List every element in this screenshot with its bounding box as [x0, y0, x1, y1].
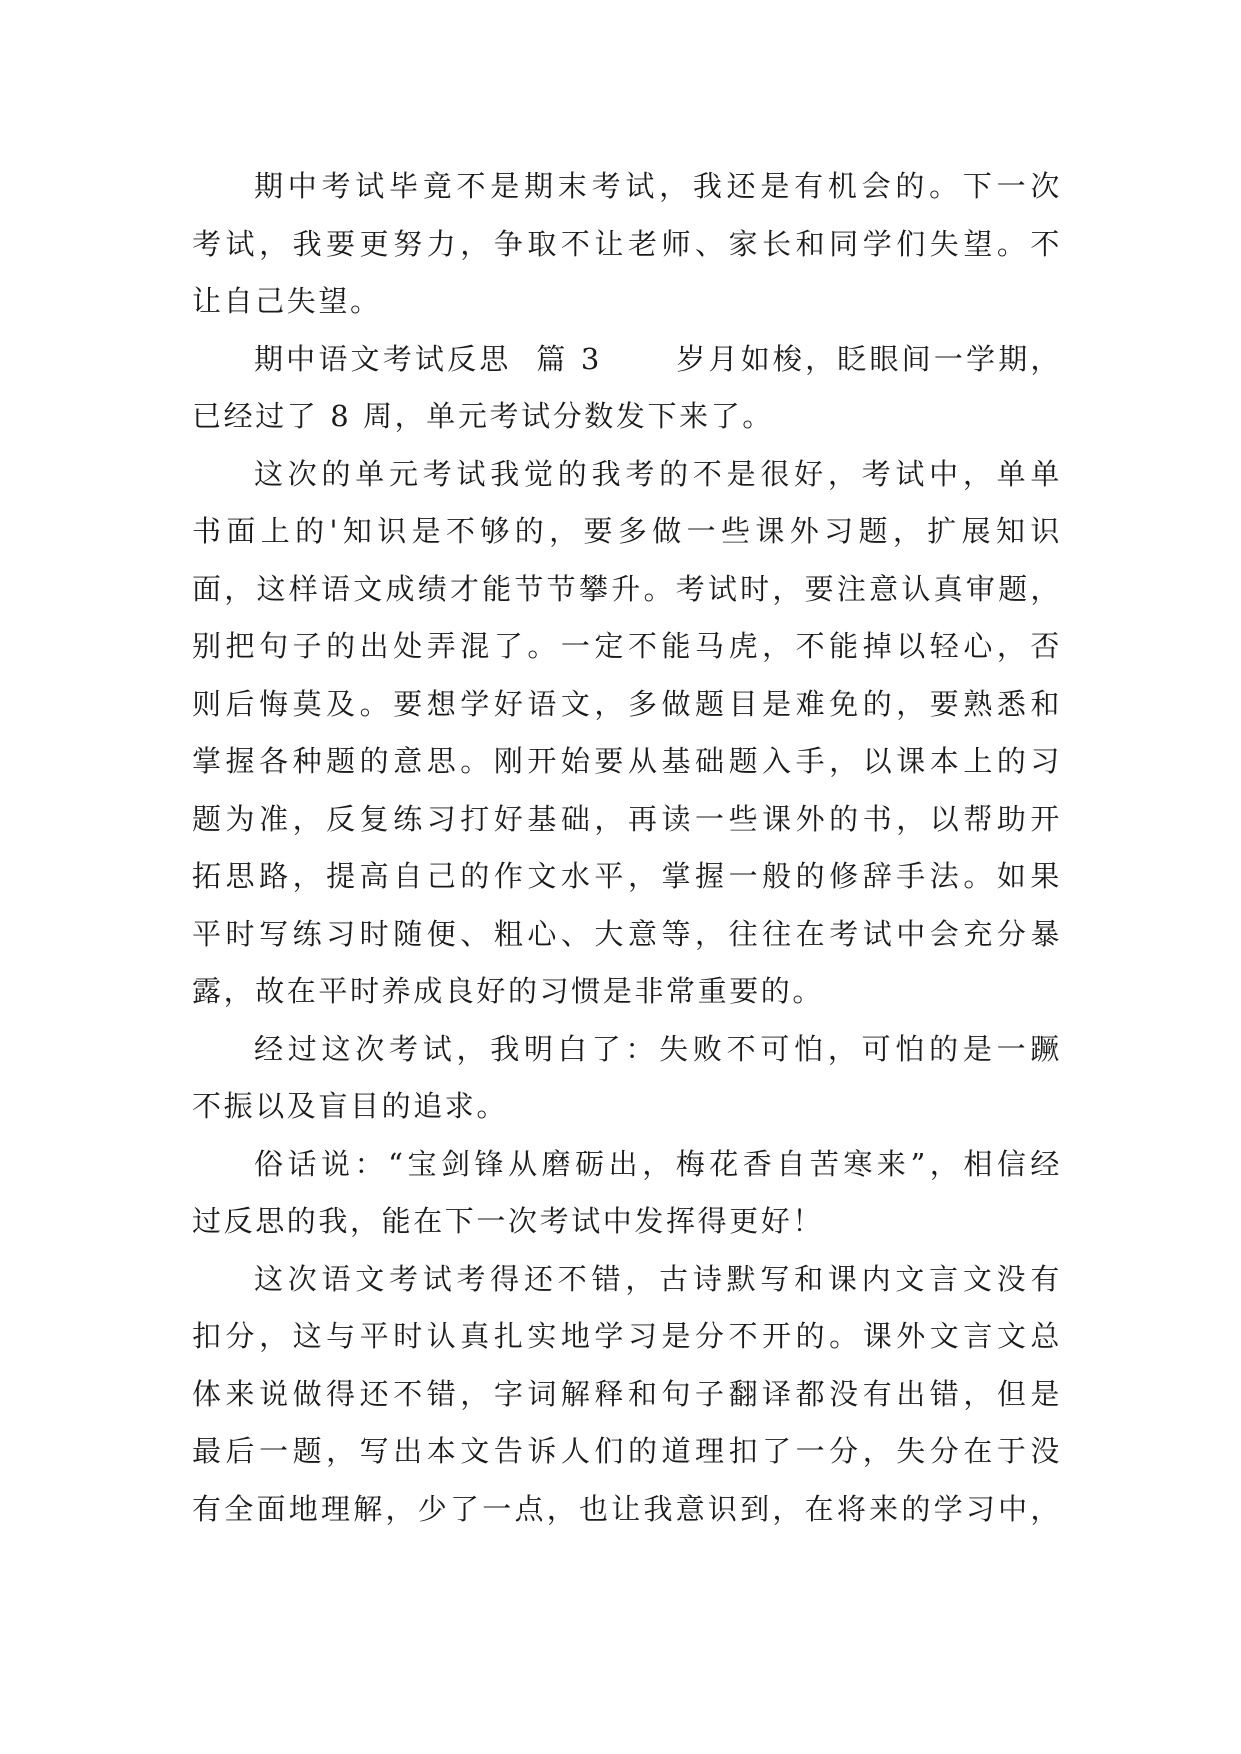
- paragraph-2: [192, 331, 1062, 446]
- paragraph-3: [192, 446, 1062, 1021]
- text-line: 题为准，反复练习打好基础，再读一些课外的书，以帮助开: [192, 801, 1062, 836]
- text-line: 面，这样语文成绩才能节节攀升。考试时，要注意认真审题，: [192, 571, 1062, 606]
- text-line: 这次的单元考试我觉的我考的不是很好，考试中，单单: [254, 456, 1062, 491]
- text-line: 让自己失望。: [192, 284, 382, 318]
- text-line: 露，故在平时养成良好的习惯是非常重要的。: [192, 974, 825, 1008]
- text-line: 已经过了 8 周，单元考试分数发下来了。: [192, 399, 774, 433]
- text-line: 经过这次考试，我明白了：失败不可怕，可怕的是一蹶: [254, 1031, 1062, 1066]
- text-line: 别把句子的出处弄混了。一定不能马虎，不能掉以轻心，否: [192, 629, 1062, 663]
- text-line: 俗话说：“宝剑锋从磨砺出，梅花香自苦寒来”，相信经: [254, 1146, 1062, 1181]
- text-line: 书面上的'知识是不够的，要多做一些课外习题，扩展知识: [192, 514, 1062, 548]
- paragraph-1: [192, 158, 1062, 331]
- text-line: 扣分，这与平时认真扎实地学习是分不开的。课外文言文总: [192, 1319, 1062, 1353]
- paragraph-6: [192, 1251, 1062, 1539]
- text-line: 拓思路，提高自己的作文水平，掌握一般的修辞手法。如果: [192, 859, 1062, 893]
- text-line: 掌握各种题的意思。刚开始要从基础题入手，以课本上的习: [192, 744, 1062, 778]
- paragraph-4: [192, 1021, 1062, 1136]
- text-line: 则后悔莫及。要想学好语文，多做题目是难免的，要熟悉和: [192, 686, 1062, 721]
- text-line: 体来说做得还不错，字词解释和句子翻译都没有出错，但是: [192, 1376, 1062, 1411]
- text-line: 期中考试毕竟不是期末考试，我还是有机会的。下一次: [254, 169, 1062, 203]
- text-line: 过反思的我，能在下一次考试中发挥得更好！: [192, 1204, 825, 1238]
- text-line: 最后一题，写出本文告诉人们的道理扣了一分，失分在于没: [192, 1434, 1062, 1468]
- text-line: 平时写练习时随便、粗心、大意等，往往在考试中会充分暴: [192, 916, 1062, 951]
- text-line: 期中语文考试反思 篇 3 岁月如梭，眨眼间一学期，: [254, 341, 1062, 376]
- document-page: [192, 158, 1062, 1538]
- paragraph-5: [192, 1136, 1062, 1251]
- text-line: 不振以及盲目的追求。: [192, 1089, 509, 1123]
- text-line: 考试，我要更努力，争取不让老师、家长和同学们失望。不: [192, 226, 1062, 261]
- text-line: 这次语文考试考得还不错，古诗默写和课内文言文没有: [254, 1261, 1062, 1296]
- text-line: 有全面地理解，少了一点，也让我意识到，在将来的学习中，: [192, 1491, 1062, 1526]
